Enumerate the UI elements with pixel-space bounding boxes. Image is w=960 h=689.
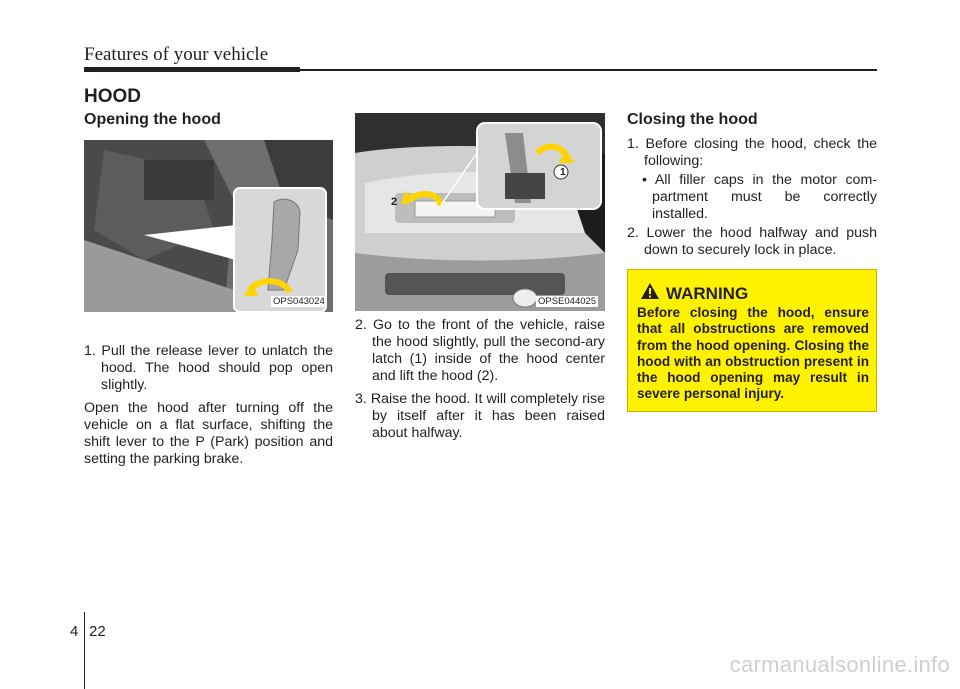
closing-bullet: • All filler caps in the motor com-partment must be correctly installed. — [642, 172, 877, 222]
column-2-text — [355, 317, 605, 448]
warning-header — [640, 282, 748, 305]
opening-paragraph: Open the hood after turning off the vehicle on a flat surface, shifting the shift lever to the P (Park) position and setting the parking brake. — [84, 400, 333, 467]
warning-body: Before closing the hood, ensure that all obstructions are removed from the hood opening. Closing the hood with an obstruction present in the hood opening may result in severe personal injury. — [637, 305, 869, 402]
page-number: 22 — [89, 623, 106, 640]
column-1-text — [84, 343, 333, 474]
photo-code-1: OPS043024 — [273, 296, 325, 307]
watermark: carmanualsonline.info — [729, 652, 950, 677]
opening-step-3: 3. Raise the hood. It will completely rise by itself after it has been raised about halfway. — [355, 391, 605, 441]
release-lever-photo — [84, 140, 333, 312]
header-title: Features of your vehicle — [84, 44, 269, 65]
warning-triangle-icon — [640, 282, 660, 305]
page-number-divider — [84, 612, 85, 689]
opening-heading: Opening the hood — [84, 111, 221, 128]
warning-box — [627, 269, 877, 412]
photo-code-2: OPSE044025 — [538, 296, 597, 307]
callout-1-label: 1 — [560, 167, 566, 178]
closing-heading: Closing the hood — [627, 111, 758, 128]
closing-step-2: 2. Lower the hood halfway and push down to securely lock in place. — [627, 225, 877, 258]
section-title: HOOD — [84, 86, 141, 107]
closing-step-1: 1. Before closing the hood, check the following: — [627, 136, 877, 169]
hood-latch-photo — [355, 113, 605, 311]
callout-2-label: 2 — [391, 196, 398, 208]
chapter-number: 4 — [70, 623, 79, 640]
header-rule — [300, 69, 877, 71]
warning-title: WARNING — [666, 283, 749, 303]
header-bar — [84, 67, 300, 72]
opening-step-1: 1. Pull the release lever to unlatch the hood. The hood should pop open slightly. — [84, 343, 333, 393]
column-3-text — [627, 136, 877, 265]
opening-step-2: 2. Go to the front of the vehicle, raise the hood slightly, pull the second-ary latch (1) inside of the hood center and lift the hood (2). — [355, 317, 605, 384]
